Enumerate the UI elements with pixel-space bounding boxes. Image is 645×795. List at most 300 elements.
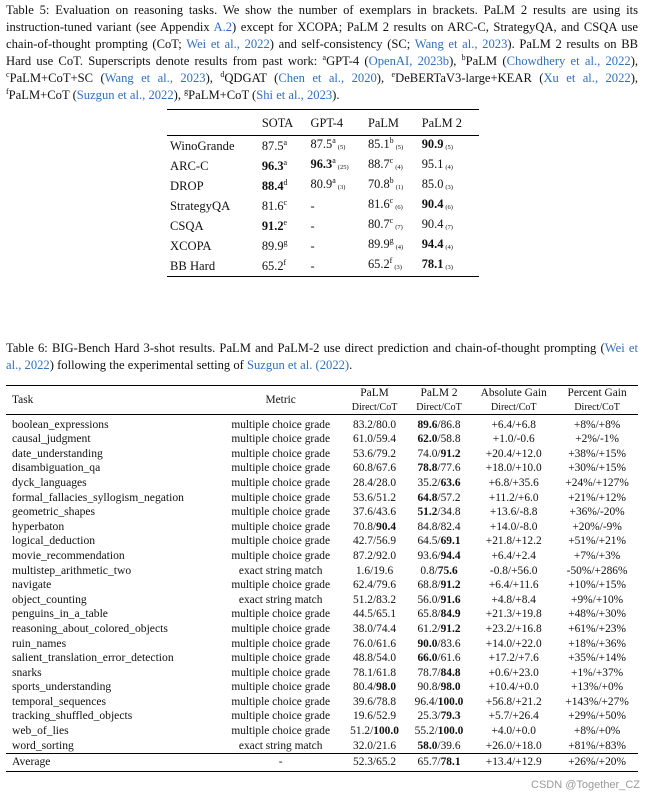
table-row [6, 680, 638, 695]
palm-score-value: 52.3 [353, 756, 373, 769]
percent-gain: +38%/+15% [568, 447, 626, 460]
table-row [6, 505, 638, 520]
palm-score-value: 32.0 [353, 739, 373, 752]
exemplar-count: (5) [337, 144, 346, 151]
task-name: tracking_shuffled_objects [12, 709, 133, 723]
palm-score-value: 67.6 [376, 462, 397, 475]
table-cell [419, 256, 479, 277]
metric: exact string match [238, 593, 323, 606]
palm2-score: 64.8/57.2 [417, 491, 461, 504]
palm2-score: 65.8/84.9 [417, 608, 461, 621]
row-label: DROP [170, 179, 204, 193]
table-cell [308, 216, 365, 236]
metric: exact string match [238, 739, 323, 752]
cell-value: 80.9 [310, 177, 333, 191]
palm-score-value: 43.6 [376, 506, 397, 519]
palm-score-value: 70.8 [353, 520, 373, 533]
palm-score: 62.4/79.6 [353, 579, 397, 592]
percent-gain: +35%/+14% [568, 652, 626, 665]
cell-value: 88.7 [367, 157, 390, 171]
superscript: b [461, 52, 466, 62]
metric: multiple choice grade [231, 579, 331, 592]
table-cell [308, 236, 365, 256]
palm-score: 87.2/92.0 [353, 549, 397, 562]
task-name: date_understanding [12, 446, 103, 460]
table-cell [259, 216, 308, 236]
palm2-score: 25.3/79.3 [417, 710, 461, 723]
palm-score-value: 87.2 [353, 549, 373, 562]
table-row [6, 461, 638, 476]
palm-score-value: 79.2 [376, 447, 397, 460]
palm2-score-value: 100.0 [437, 695, 464, 708]
header-palm2: PaLM 2 [420, 387, 458, 399]
citation-link[interactable]: Shi et al., 2023 [256, 88, 333, 102]
cell-superscript: c [283, 197, 288, 207]
table-row [6, 607, 638, 622]
cell-value: 95.1 [421, 157, 444, 171]
exemplar-count: (3) [445, 184, 453, 191]
cell-value: 65.2 [261, 259, 284, 273]
palm-score: 80.4/98.0 [353, 681, 397, 694]
percent-gain: +30%/+15% [568, 462, 626, 475]
row-label: XCOPA [170, 239, 212, 253]
table6-header-row [6, 386, 638, 401]
palm2-score-value: 96.4 [414, 695, 435, 708]
metric: multiple choice grade [231, 520, 331, 533]
task-name: disambiguation_qa [12, 461, 101, 475]
metric: multiple choice grade [231, 491, 331, 504]
palm-score-value: 52.9 [376, 710, 397, 723]
table-cell [419, 216, 479, 236]
palm2-score-value: 100.0 [437, 725, 464, 738]
absolute-gain: +56.8/+21.2 [485, 695, 542, 708]
row-label: BB Hard [170, 259, 216, 273]
table-row [167, 256, 479, 277]
task-name: formal_fallacies_syllogism_negation [12, 490, 184, 504]
cell-superscript: a [283, 137, 288, 147]
absolute-gain: +4.8/+8.4 [491, 593, 536, 606]
table-row [6, 695, 638, 710]
exemplar-count: (4) [395, 244, 404, 251]
palm-score: 53.6/51.2 [353, 491, 397, 504]
palm-score-value: 53.6 [353, 491, 373, 504]
cell-superscript: d [283, 177, 288, 187]
cell-value: 65.2 [367, 257, 390, 271]
table-row [167, 216, 479, 236]
metric: - [278, 756, 283, 769]
cell-value: 87.5 [261, 139, 284, 153]
palm-score: 28.4/28.0 [353, 476, 397, 489]
palm-score-value: 80.4 [353, 681, 373, 694]
palm-score-value: 19.6 [373, 564, 394, 577]
palm-score: 51.2/83.2 [353, 593, 397, 606]
palm-score-value: 38.0 [353, 622, 373, 635]
palm2-score: 89.6/86.8 [417, 418, 461, 431]
cell-value: 80.7 [367, 217, 390, 231]
metric: multiple choice grade [231, 622, 331, 635]
table-cell [365, 176, 419, 196]
percent-gain: +2%/-1% [575, 433, 619, 446]
cell-superscript: b [389, 135, 394, 145]
table-cell [365, 136, 419, 157]
table-cell [259, 236, 308, 256]
citation-link[interactable]: Wei et al., 2022 [186, 37, 270, 51]
palm-score-value: 76.0 [353, 637, 373, 650]
table-row [6, 724, 638, 739]
palm2-score-value: 56.0 [417, 593, 438, 606]
palm-score: 51.2/100.0 [350, 725, 399, 738]
palm2-score: 51.2/34.8 [417, 506, 461, 519]
palm2-score-value: 86.8 [440, 418, 461, 431]
palm2-score: 78.7/84.8 [417, 666, 461, 679]
citation-link[interactable]: Wang et al., 2023 [104, 71, 206, 85]
superscript: f [6, 86, 9, 96]
superscript: d [220, 69, 225, 79]
cell-value: - [310, 219, 315, 233]
palm2-score-value: 0.8 [420, 564, 435, 577]
citation-link[interactable]: Xu et al., 2022 [543, 71, 631, 85]
table-row [6, 534, 638, 549]
palm2-score: 74.0/91.2 [417, 447, 461, 460]
absolute-gain: +11.2/+6.0 [488, 491, 539, 504]
cell-value: 96.3 [261, 159, 284, 173]
palm-score-value: 65.1 [376, 608, 397, 621]
cell-superscript: c [389, 195, 394, 205]
cell-value: 94.4 [421, 237, 444, 251]
cell-value: 85.1 [367, 137, 390, 151]
palm2-score-value: 75.6 [437, 564, 458, 577]
palm-score-value: 28.0 [376, 476, 397, 489]
absolute-gain: +21.8/+12.2 [485, 535, 542, 548]
cell-value: 88.4 [261, 179, 284, 193]
percent-gain: +9%/+10% [571, 593, 624, 606]
palm2-score: 90.0/83.6 [417, 637, 461, 650]
cell-superscript: a [332, 135, 336, 145]
citation-link[interactable]: Chen et al., 2020 [278, 71, 377, 85]
table-row [6, 578, 638, 593]
subheader-palm: Direct/CoT [351, 401, 398, 413]
metric: multiple choice grade [231, 506, 331, 519]
table5-header-row [167, 110, 479, 136]
percent-gain: +61%/+23% [568, 622, 626, 635]
absolute-gain: +5.7/+26.4 [488, 710, 539, 723]
table6-caption: Table 6: BIG-Bench Hard 3-shot results. PaLM and PaLM-2 use direct prediction and chain-of-thought prompting (Wei et al., 2022) following the experimental setting of Suzgun et al. (2022). [6, 341, 638, 372]
table-row [6, 709, 638, 724]
citation-link[interactable]: OpenAI, 2023b [368, 54, 450, 68]
palm2-score-value: 34.8 [440, 506, 461, 519]
table-row [6, 432, 638, 447]
task-name: movie_recommendation [12, 548, 125, 562]
absolute-gain: +14.0/-8.0 [489, 520, 538, 533]
table-cell [259, 256, 308, 277]
palm-score: 60.8/67.6 [353, 462, 397, 475]
citation-link[interactable]: A.2 [213, 20, 233, 34]
citation-link[interactable]: Suzgun et al. (2022) [247, 358, 350, 372]
cell-value: 81.6 [367, 197, 390, 211]
palm-score: 76.0/61.6 [353, 637, 397, 650]
table-cell [365, 196, 419, 216]
palm2-score-value: 66.0 [417, 652, 438, 665]
palm-score: 48.8/54.0 [353, 652, 397, 665]
metric: multiple choice grade [231, 637, 331, 650]
absolute-gain: -0.8/+56.0 [489, 564, 538, 577]
average-row [6, 754, 638, 772]
absolute-gain: +23.2/+16.8 [485, 622, 542, 635]
exemplar-count: (3) [445, 264, 453, 271]
palm2-score-value: 90.0 [417, 637, 438, 650]
task-name: Average [12, 755, 51, 769]
palm-score: 61.0/59.4 [353, 433, 397, 446]
task-name: word_sorting [12, 738, 74, 752]
task-name: penguins_in_a_table [12, 607, 108, 621]
palm-score-value: 61.0 [353, 433, 373, 446]
cell-value: 91.2 [261, 219, 284, 233]
task-name: sports_understanding [12, 680, 112, 694]
table-cell [308, 156, 365, 176]
palm2-score-value: 65.8 [417, 608, 438, 621]
task-name: salient_translation_error_detection [12, 651, 174, 665]
percent-gain: -50%/+286% [566, 564, 628, 577]
metric: multiple choice grade [231, 710, 331, 723]
table-row [6, 447, 638, 462]
task-name: logical_deduction [12, 534, 96, 548]
palm2-score-value: 25.3 [417, 710, 438, 723]
cell-value: 85.0 [421, 177, 444, 191]
palm2-score-value: 77.6 [440, 462, 461, 475]
exemplar-count: (1) [395, 184, 404, 191]
palm2-score-value: 62.0 [417, 433, 438, 446]
table-cell [308, 176, 365, 196]
absolute-gain: +21.3/+19.8 [485, 608, 542, 621]
palm-score-value: 92.0 [376, 549, 397, 562]
percent-gain: +48%/+30% [568, 608, 626, 621]
metric: multiple choice grade [231, 608, 331, 621]
percent-gain: +81%/+83% [568, 739, 626, 752]
absolute-gain: +20.4/+12.0 [485, 447, 542, 460]
palm-score: 1.6/19.6 [355, 564, 394, 577]
task-name: multistep_arithmetic_two [12, 563, 132, 577]
percent-gain: +7%/+3% [573, 549, 621, 562]
palm2-score: 56.0/91.6 [417, 593, 461, 606]
cell-value: 89.9 [367, 237, 390, 251]
metric: multiple choice grade [231, 476, 331, 489]
absolute-gain: +0.6/+23.0 [488, 666, 539, 679]
palm-score: 83.2/80.0 [353, 418, 397, 431]
palm-score-value: 37.6 [353, 506, 373, 519]
palm-score-value: 83.2 [376, 593, 397, 606]
superscript: g [184, 86, 189, 96]
palm-score-value: 90.4 [376, 520, 397, 533]
absolute-gain: +1.0/-0.6 [492, 433, 535, 446]
palm-score-value: 19.6 [353, 710, 373, 723]
table-row [6, 476, 638, 491]
table-row [6, 414, 638, 432]
task-name: temporal_sequences [12, 694, 107, 708]
metric: multiple choice grade [231, 652, 331, 665]
subheader-abs: Direct/CoT [490, 401, 537, 413]
palm2-score-value: 89.6 [417, 418, 438, 431]
metric: multiple choice grade [231, 695, 331, 708]
cell-superscript: b [389, 175, 394, 185]
table-cell [419, 176, 479, 196]
palm-score-value: 100.0 [373, 725, 399, 738]
palm2-score-value: 61.6 [440, 652, 461, 665]
cell-value: 89.9 [261, 239, 284, 253]
palm-score-value: 44.5 [353, 608, 373, 621]
cell-superscript: a [332, 155, 336, 165]
cell-value: 96.3 [310, 157, 333, 171]
percent-gain: +13%/+0% [571, 681, 624, 694]
cell-value: 90.4 [421, 217, 444, 231]
palm2-score-value: 58.0 [417, 739, 438, 752]
percent-gain: +24%/+127% [565, 476, 629, 489]
palm-score-value: 65.2 [376, 756, 397, 769]
exemplar-count: (5) [395, 144, 404, 151]
table-cell [419, 136, 479, 157]
table-cell [308, 196, 365, 216]
citation-link[interactable]: Chowdhery et al., 2022 [506, 54, 631, 68]
palm2-score-value: 78.1 [440, 756, 461, 769]
superscript: c [6, 69, 10, 79]
palm2-score-value: 61.2 [417, 622, 438, 635]
palm2-score-value: 91.6 [440, 593, 461, 606]
metric: multiple choice grade [231, 433, 331, 446]
palm2-score-value: 64.8 [417, 491, 438, 504]
citation-link[interactable]: Suzgun et al., 2022 [76, 88, 174, 102]
percent-gain: +8%/+0% [573, 725, 621, 738]
percent-gain: +20%/-9% [572, 520, 622, 533]
palm-score: 70.8/90.4 [353, 520, 397, 533]
table-row [6, 593, 638, 608]
palm2-score: 96.4/100.0 [414, 695, 464, 708]
citation-link[interactable]: Wei et al., 2022 [6, 341, 638, 372]
palm2-score: 66.0/61.6 [417, 652, 461, 665]
cell-value: - [310, 259, 315, 273]
absolute-gain: +6.4/+11.6 [488, 579, 539, 592]
table-row [6, 637, 638, 652]
palm-score-value: 51.2 [376, 491, 397, 504]
palm-score: 42.7/56.9 [353, 535, 397, 548]
palm2-score: 65.7/78.1 [417, 756, 461, 769]
cell-superscript: c [389, 155, 394, 165]
exemplar-count: (7) [395, 224, 403, 231]
cell-value: 81.6 [261, 199, 284, 213]
header-metric: Metric [265, 393, 296, 406]
cell-value: 90.4 [421, 197, 444, 211]
palm-score-value: 74.4 [376, 622, 397, 635]
percent-gain: +51%/+21% [568, 535, 626, 548]
palm2-score-value: 79.3 [440, 710, 461, 723]
palm-score-value: 60.8 [353, 462, 373, 475]
table5-header-4: PaLM 2 [421, 115, 462, 130]
palm2-score: 0.8/75.6 [420, 564, 458, 577]
subheader-pct: Direct/CoT [574, 401, 620, 413]
palm-score-value: 48.8 [353, 652, 373, 665]
metric: multiple choice grade [231, 681, 331, 694]
table-row [167, 236, 479, 256]
palm2-score: 68.8/91.2 [417, 579, 461, 592]
header-absolute-gain: Absolute Gain [480, 387, 547, 399]
palm2-score-value: 68.8 [417, 579, 438, 592]
exemplar-count: (4) [445, 164, 453, 171]
metric: multiple choice grade [231, 666, 331, 679]
palm-score-value: 28.4 [353, 476, 373, 489]
absolute-gain: +13.4/+12.9 [485, 756, 542, 769]
palm2-score-value: 91.2 [440, 579, 461, 592]
percent-gain: +143%/+27% [565, 695, 629, 708]
table-row [167, 196, 479, 216]
cell-superscript: e [283, 217, 288, 227]
palm2-score: 55.2/100.0 [414, 725, 464, 738]
superscript: e [391, 69, 396, 79]
subheader-palm2: Direct/CoT [416, 401, 462, 413]
palm2-score-value: 78.8 [417, 462, 438, 475]
exemplar-count: (5) [445, 144, 453, 151]
palm-score: 19.6/52.9 [353, 710, 397, 723]
cell-superscript: g [283, 237, 288, 247]
exemplar-count: (3) [394, 264, 402, 271]
palm2-score: 35.2/63.6 [417, 476, 461, 489]
row-label: WinoGrande [170, 139, 235, 153]
palm2-score-value: 55.2 [414, 725, 435, 738]
exemplar-count: (6) [445, 204, 453, 211]
metric: multiple choice grade [231, 447, 331, 460]
palm-score-value: 51.2 [350, 725, 371, 738]
watermark: CSDN @Together_CZ [531, 779, 640, 791]
citation-link[interactable]: Wang et al., 2023 [414, 37, 508, 51]
palm2-score-value: 58.8 [440, 433, 461, 446]
palm2-score-value: 91.2 [440, 622, 461, 635]
table-row [167, 176, 479, 196]
absolute-gain: +18.0/+10.0 [485, 462, 542, 475]
table-row [167, 136, 479, 157]
table-cell [365, 236, 419, 256]
palm-score-value: 80.0 [376, 418, 397, 431]
table5 [167, 109, 479, 277]
table6 [6, 385, 638, 772]
percent-gain: +26%/+20% [568, 756, 626, 769]
row-label: CSQA [170, 219, 204, 233]
palm2-score-value: 83.6 [440, 637, 461, 650]
percent-gain: +36%/-20% [569, 506, 625, 519]
table-row [167, 156, 479, 176]
task-name: navigate [12, 578, 52, 592]
palm2-score-value: 90.8 [417, 681, 438, 694]
table5-caption: Table 5: Evaluation on reasoning tasks. We show the number of exemplars in brackets. PaLM 2 results are using its instruction-tuned variant (see Appendix A.2) except for XCOPA; PaLM 2 results on ARC-C, StrategyQA, and CSQA use chain-of-thought prompting (CoT; Wei et al., 2022) and self-consistency (SC; Wang et al., 2023). PaLM 2 results on BB Hard use CoT. Superscripts denote results from past work: $^a$GPT-4 (OpenAI, 2023b), $^b$PaLM (Chowdhery et al., 2022), $^c$PaLM+CoT+SC (Wang et al., 2023), $^d$QDGAT (Chen et al., 2020), $^e$DeBERTaV3-large+KEAR (Xu et al., 2022), $^f$PaLM+CoT (Suzgun et al., 2022), $^g$PaLM+CoT (Shi et al., 2023). [6, 3, 639, 102]
task-name: object_counting [12, 592, 87, 606]
cell-value: 70.8 [367, 177, 390, 191]
palm-score: 37.6/43.6 [353, 506, 397, 519]
palm2-score: 78.8/77.6 [417, 462, 461, 475]
task-name: ruin_names [12, 636, 67, 650]
cell-value: - [310, 199, 315, 213]
table-cell [308, 136, 365, 157]
exemplar-count: (25) [337, 164, 349, 171]
task-name: snarks [12, 665, 42, 679]
palm-score-value: 1.6 [355, 564, 371, 577]
palm-score-value: 54.0 [376, 652, 397, 665]
cell-superscript: f [389, 255, 393, 265]
palm-score-value: 78.1 [353, 666, 373, 679]
cell-value: - [310, 239, 315, 253]
palm2-score-value: 84.8 [417, 520, 438, 533]
palm-score-value: 61.6 [376, 637, 397, 650]
cell-superscript: g [389, 235, 394, 245]
cell-value: 78.1 [421, 257, 444, 271]
palm2-score-value: 39.6 [440, 739, 461, 752]
palm-score: 32.0/21.6 [353, 739, 397, 752]
palm2-score-value: 98.0 [440, 681, 461, 694]
